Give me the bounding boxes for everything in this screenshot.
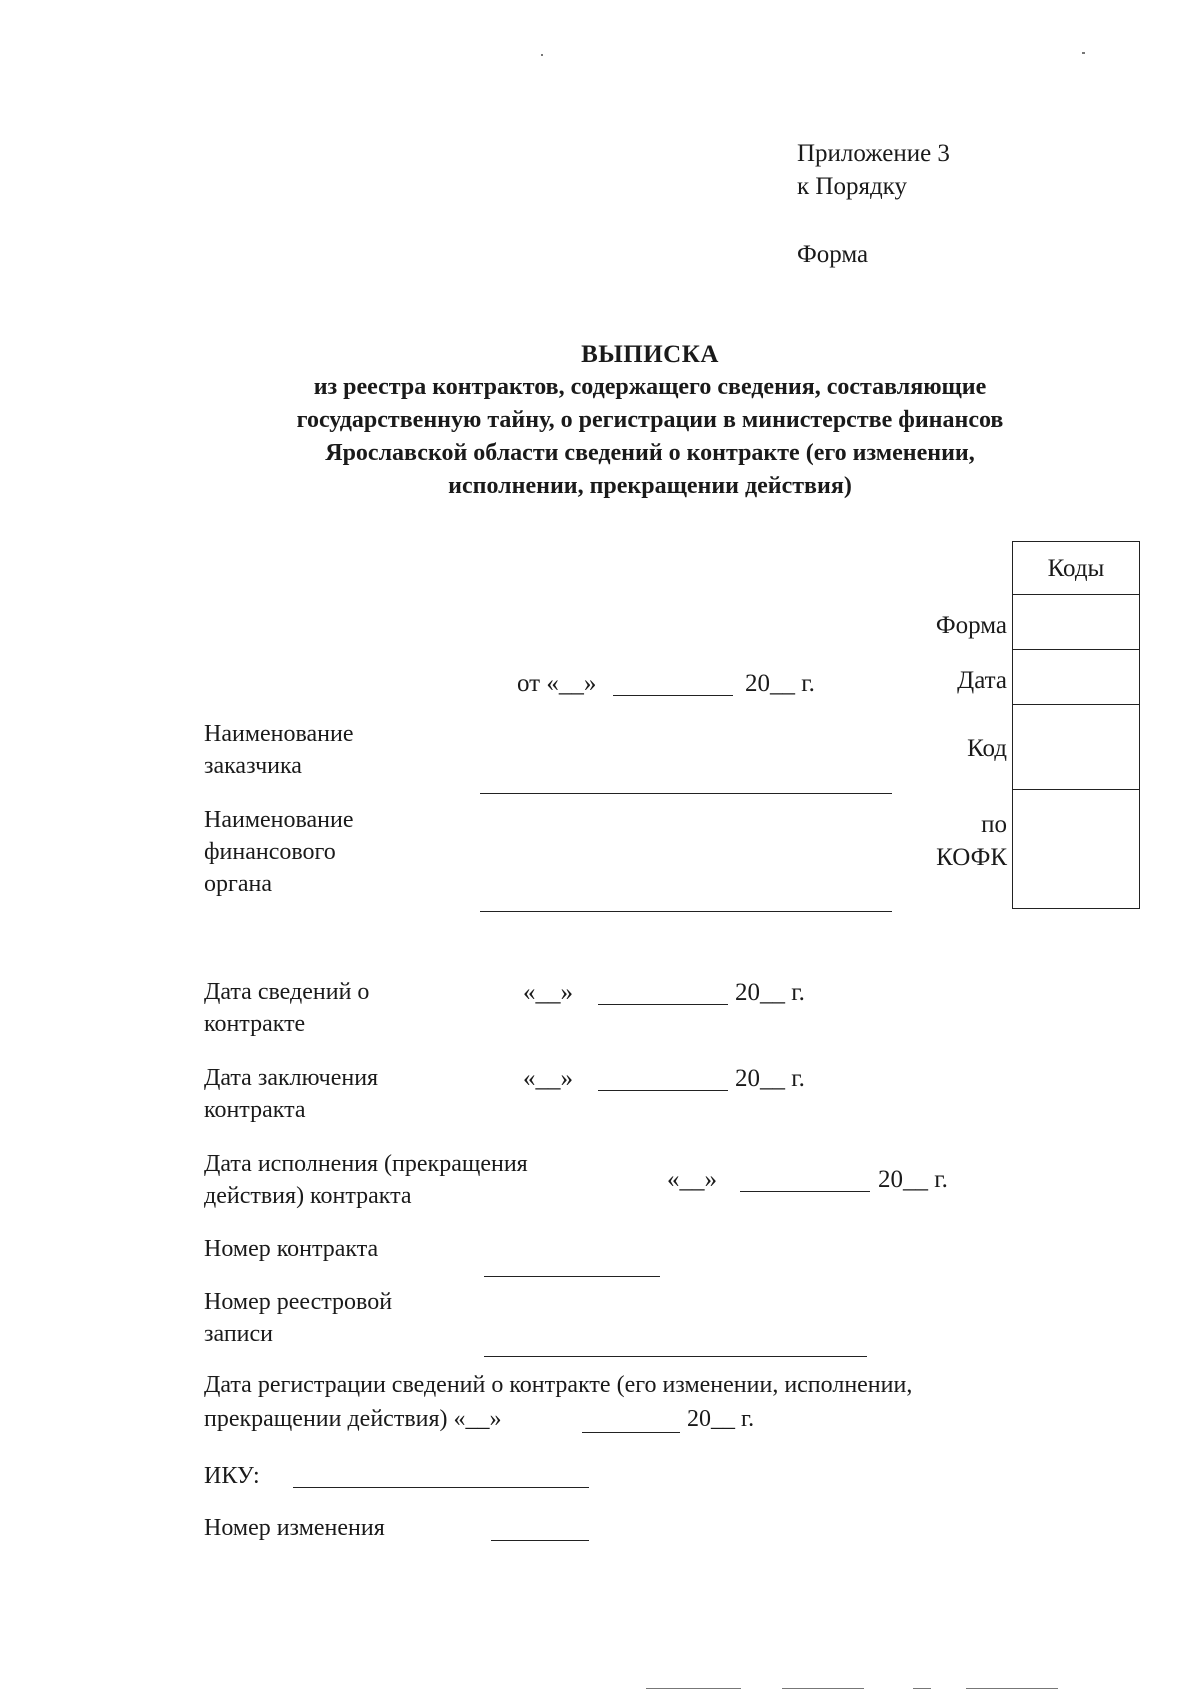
financial-body-label	[204, 804, 504, 900]
label-line: контракта	[204, 1097, 306, 1123]
conclusion-date-label	[204, 1062, 504, 1126]
conclusion-date-month-blank[interactable]	[598, 1090, 728, 1091]
label-line: Наименование	[204, 721, 354, 747]
title-line: государственную тайну, о регистрации в министерстве финансов	[296, 407, 1004, 433]
title-line: из реестра контрактов, содержащего сведения, составляющие	[313, 374, 987, 400]
appendix-number: Приложение 3	[797, 140, 950, 167]
title-main: ВЫПИСКА	[581, 341, 719, 368]
label-line: Дата заключения	[204, 1065, 379, 1091]
contract-number-label: Номер контракта	[204, 1236, 379, 1262]
info-date-label	[204, 976, 504, 1040]
iku-blank[interactable]	[293, 1487, 589, 1488]
registration-date-month-blank[interactable]	[582, 1432, 680, 1433]
financial-body-blank[interactable]	[480, 911, 892, 912]
registry-number-label	[204, 1286, 504, 1350]
info-date-month-blank[interactable]	[598, 1004, 728, 1005]
registry-number-blank[interactable]	[484, 1356, 867, 1357]
code-cell-form[interactable]	[1013, 595, 1139, 650]
document-date-year: 20__ г.	[745, 670, 815, 697]
code-cell-kofk[interactable]	[1013, 790, 1139, 908]
document-date-month-blank[interactable]	[613, 695, 733, 696]
change-number-label: Номер изменения	[204, 1515, 385, 1541]
code-label-form: Форма	[935, 612, 1007, 639]
execution-date-label	[204, 1148, 624, 1212]
customer-name-blank[interactable]	[480, 793, 892, 794]
label-line: контракте	[204, 1011, 306, 1037]
scan-edge-mark	[646, 1688, 741, 1689]
form-label: Форма	[797, 241, 869, 268]
scan-edge-mark	[966, 1688, 1058, 1689]
label-line: Номер реестровой	[204, 1289, 393, 1315]
registration-date-prefix: прекращении действия) «__»	[204, 1406, 502, 1432]
codes-header: Коды	[1013, 542, 1139, 595]
code-cell-date[interactable]	[1013, 650, 1139, 705]
contract-number-blank[interactable]	[484, 1276, 660, 1277]
codes-table	[1012, 541, 1140, 909]
scan-speck	[541, 54, 543, 56]
label-line: записи	[204, 1321, 273, 1347]
code-label-po: по	[981, 811, 1007, 838]
code-cell-code[interactable]	[1013, 705, 1139, 790]
execution-date-year: 20__ г.	[878, 1166, 948, 1193]
title-subtitle	[100, 371, 1200, 503]
change-number-blank[interactable]	[491, 1540, 589, 1541]
appendix-reference	[797, 137, 1097, 203]
info-date-year: 20__ г.	[735, 979, 805, 1006]
iku-label: ИКУ:	[204, 1463, 260, 1489]
label-line: Дата сведений о	[204, 979, 370, 1005]
label-line: Дата исполнения (прекращения	[204, 1151, 528, 1177]
label-line: Наименование	[204, 807, 354, 833]
label-line: финансового	[204, 839, 336, 865]
label-line: заказчика	[204, 753, 302, 779]
conclusion-date-year: 20__ г.	[735, 1065, 805, 1092]
scan-speck	[1082, 52, 1085, 54]
appendix-order: к Порядку	[797, 173, 907, 200]
code-label-kofk	[887, 808, 1007, 874]
conclusion-date-day: «__»	[523, 1065, 573, 1092]
label-line: органа	[204, 871, 272, 897]
execution-date-month-blank[interactable]	[740, 1191, 870, 1192]
scan-edge-mark	[913, 1688, 931, 1689]
execution-date-day: «__»	[667, 1166, 717, 1193]
registration-date-year: 20__ г.	[687, 1406, 755, 1432]
code-label-code: Код	[967, 735, 1007, 762]
document-date-prefix: от «__»	[517, 670, 597, 697]
registration-date-label: Дата регистрации сведений о контракте (его изменении, исполнении,	[204, 1372, 913, 1398]
customer-name-label	[204, 718, 504, 782]
code-label-date: Дата	[957, 667, 1007, 694]
document-title	[100, 338, 1200, 503]
title-line: Ярославской области сведений о контракте (его изменении,	[325, 440, 975, 466]
info-date-day: «__»	[523, 979, 573, 1006]
label-line: действия) контракта	[204, 1183, 412, 1209]
scan-edge-mark	[782, 1688, 864, 1689]
title-line: исполнении, прекращении действия)	[448, 473, 852, 499]
code-label-kofk-text: КОФК	[936, 844, 1007, 871]
